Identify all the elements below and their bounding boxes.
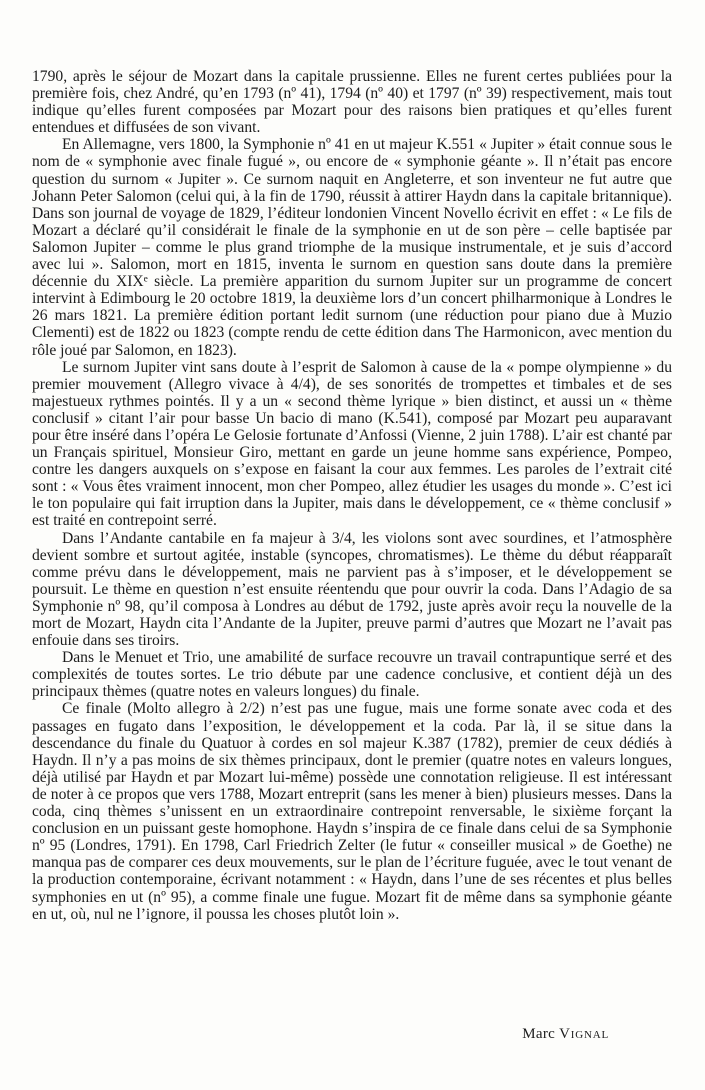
paragraph-1: 1790, après le séjour de Mozart dans la capitale prussienne. Elles ne furent certes publiées pour la première fois, chez André, qu’en 1793 (nº 41), 1794 (nº 40) et 1797 (nº 39) respectivement, mais tout indique qu’elles furent composées par Mozart pour des raisons bien pratiques et qu’elles furent entendues et diffusées de son vivant. — [32, 68, 672, 137]
paragraph-2: En Allemagne, vers 1800, la Symphonie nº 41 en ut majeur K.551 « Jupiter » était connue sous le nom de « symphonie avec finale fugué », ou encore de « symphonie géante ». Il n’était pas encore question du surnom « Jupiter ». Ce surnom naquit en Angleterre, et son inventeur ne fut autre que Johann Peter Salomon (celui qui, à la fin de 1790, réussit à attirer Haydn dans la capitale britannique). Dans son journal de voyage de 1829, l’éditeur londonien Vincent Novello écrivit en effet : « Le fils de Mozart a déclaré qu’il considérait le finale de la symphonie en ut de son père – celle baptisée par Salomon Jupiter – comme le plus grand triomphe de la musique instrumentale, et je suis d’accord avec lui ». Salomon, mort en 1815, inventa le surnom en question sans doute dans la première décennie du XIXᵉ siècle. La première apparition du surnom Jupiter sur un programme de concert intervint à Edimbourg le 20 octobre 1819, la deuxième lors d’un concert philharmonique à Londres le 26 mars 1821. La première édition portant ledit surnom (une réduction pour piano due à Muzio Clementi) est de 1822 ou 1823 (compte rendu de cette édition dans The Harmonicon, avec mention du rôle joué par Salomon, en 1823). — [32, 136, 672, 359]
paragraph-5: Dans le Menuet et Trio, une amabilité de surface recouvre un travail contrapuntique serré et des complexités de toutes sortes. Le trio débute par une cadence conclusive, et contient déjà un des principaux thèmes (quatre notes en valeurs longues) du finale. — [32, 649, 672, 701]
author-last-name: Vignal — [559, 1026, 609, 1042]
article-body — [32, 68, 672, 923]
paragraph-6: Ce finale (Molto allegro à 2/2) n’est pas une fugue, mais une forme sonate avec coda et des passages en fugato dans l’exposition, le développement et la coda. Par là, il se situe dans la descendance du finale du Quatuor à cordes en sol majeur K.387 (1782), premier de ceux dédiés à Haydn. Il n’y a pas moins de six thèmes principaux, dont le premier (quatre notes en valeurs longues, déjà utilisé par Haydn et par Mozart lui-même) possède une connotation religieuse. Il est intéressant de noter à ce propos que vers 1788, Mozart entreprit (sans les mener à bien) plusieurs messes. Dans la coda, cinq thèmes s’unissent en un extraordinaire contrepoint renversable, le sixième forçant la conclusion en un puissant geste homophone. Haydn s’inspira de ce finale dans celui de sa Symphonie nº 95 (Londres, 1791). En 1798, Carl Friedrich Zelter (le futur « conseiller musical » de Goethe) ne manqua pas de comparer ces deux mouvements, sur le plan de l’écriture fuguée, avec le tout venant de la production contemporaine, écrivant notamment : « Haydn, dans l’une de ses récentes et plus belles symphonies en ut (nº 95), a comme finale une fugue. Mozart fit de même dans sa symphonie géante en ut, où, nul ne l’ignore, il poussa les choses plutôt loin ». — [32, 700, 672, 923]
paragraph-3: Le surnom Jupiter vint sans doute à l’esprit de Salomon à cause de la « pompe olympienne » du premier mouvement (Allegro vivace à 4/4), de ses sonorités de trompettes et timbales et de ses majestueux rythmes pointés. Il y a un « second thème lyrique » bien distinct, et aussi un « thème conclusif » citant l’air pour basse Un bacio di mano (K.541), composé par Mozart peu auparavant pour être inséré dans l’opéra Le Gelosie fortunate d’Anfossi (Vienne, 2 juin 1788). L’air est chanté par un Français spirituel, Monsieur Giro, mettant en garde un jeune homme sans expérience, Pompeo, contre les dangers auxquels on s’expose en faisant la cour aux femmes. Les paroles de l’extrait cité sont : « Vous êtes vraiment innocent, mon cher Pompeo, allez étudier les usages du monde ». C’est ici le ton populaire qui fait irruption dans la Jupiter, mais dans le développement, ce « thème conclusif » est traité en contrepoint serré. — [32, 358, 672, 530]
author-first-name: Marc — [522, 1026, 556, 1042]
paragraph-4: Dans l’Andante cantabile en fa majeur à 3/4, les violons sont avec sourdines, et l’atmosphère devient sombre et surtout agitée, instable (syncopes, chromatismes). Le thème du début réapparaît comme prévu dans le développement, mais ne parvient pas à s’imposer, et le développement se poursuit. Le thème en question n’est ensuite réentendu que pour ouvrir la coda. Dans l’Adagio de sa Symphonie nº 98, qu’il composa à Londres au début de 1792, juste après avoir reçu la nouvelle de la mort de Mozart, Haydn cita l’Andante de la Jupiter, preuve parmi d’autres que Mozart ne l’avait pas enfouie dans ses tiroirs. — [32, 529, 672, 650]
author-signature — [522, 1026, 609, 1043]
